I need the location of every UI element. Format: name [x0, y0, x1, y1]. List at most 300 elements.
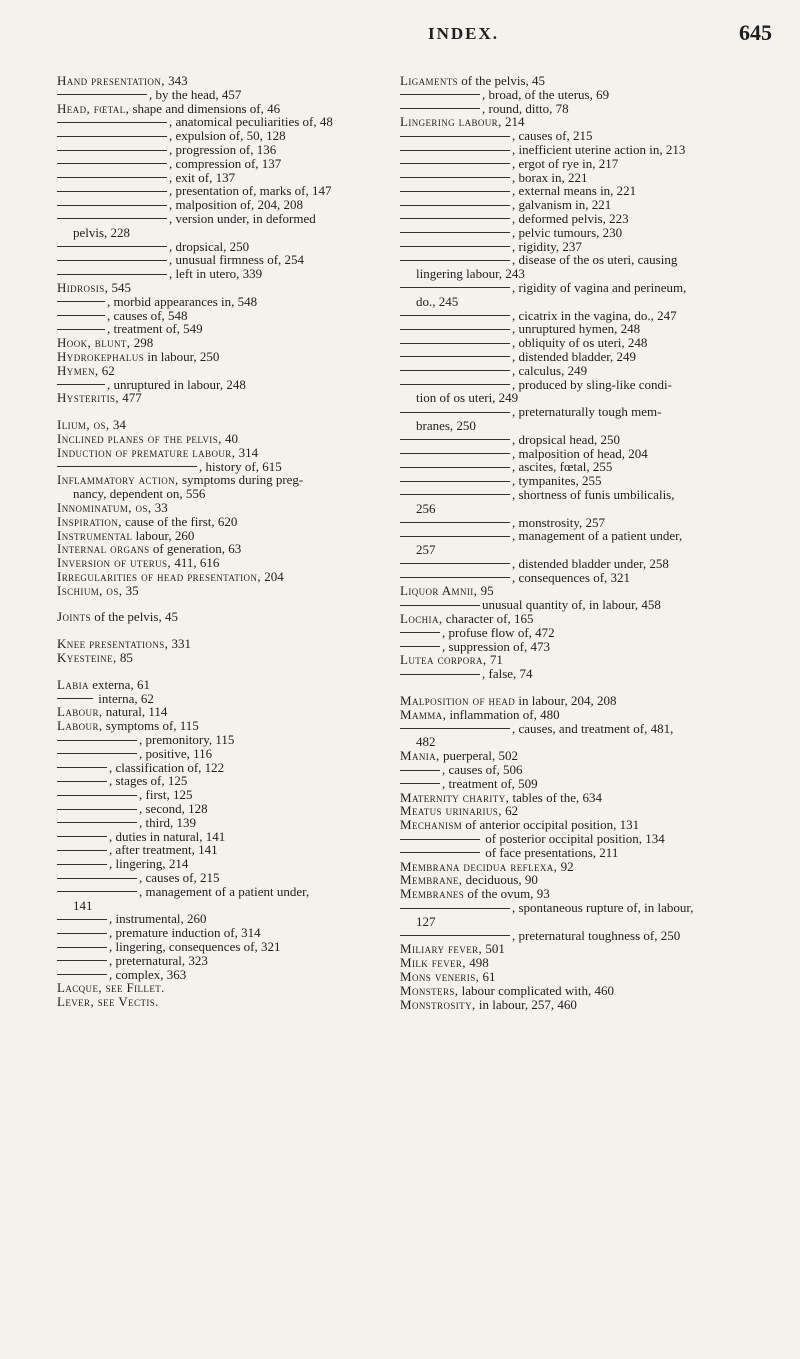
index-heading: Inflammatory action, — [57, 472, 179, 488]
index-subentry — [400, 433, 780, 447]
ditto-rule — [57, 191, 167, 192]
index-heading: Milk fever, — [400, 955, 466, 971]
index-text: , obliquity of os uteri, 248 — [512, 335, 648, 351]
index-subentry — [57, 843, 387, 857]
index-entry-continuation — [400, 502, 780, 516]
index-subentry — [57, 733, 387, 747]
index-heading: Knee presentations, — [57, 636, 169, 652]
index-text: , causes of, 215 — [139, 870, 220, 886]
index-subentry — [57, 692, 387, 706]
index-subentry — [57, 954, 387, 968]
index-text: pelvis, 228 — [73, 224, 131, 240]
index-subentry — [400, 129, 780, 143]
index-subentry — [400, 516, 780, 530]
index-entry — [57, 281, 387, 295]
index-heading: Lochia, — [400, 611, 443, 627]
index-subentry — [400, 571, 780, 585]
ditto-rule — [400, 935, 510, 936]
index-subentry — [400, 171, 780, 185]
index-entry — [57, 364, 387, 378]
index-heading: Mania, — [400, 748, 440, 764]
index-subentry — [400, 763, 780, 777]
ditto-rule — [400, 646, 440, 647]
ditto-rule — [57, 698, 93, 699]
ditto-rule — [57, 177, 167, 178]
ditto-rule — [400, 150, 510, 151]
index-text: , distended bladder under, 258 — [512, 555, 669, 571]
index-subentry — [400, 102, 780, 116]
index-heading: Inspiration, — [57, 513, 122, 529]
index-text: , progression of, 136 — [169, 141, 277, 157]
index-text: , consequences of, 321 — [512, 569, 631, 585]
index-text: 214 — [501, 114, 525, 130]
index-heading: Hidrosis, — [57, 279, 109, 295]
index-entry-continuation — [57, 899, 387, 913]
index-subentry — [400, 488, 780, 502]
ditto-rule — [57, 795, 137, 796]
ditto-rule — [400, 852, 480, 853]
ditto-rule — [57, 836, 107, 837]
ditto-rule — [400, 563, 510, 564]
index-text: tion of os uteri, 249 — [416, 390, 519, 406]
ditto-rule — [400, 522, 510, 523]
index-subentry — [57, 774, 387, 788]
index-text: , causes of, 548 — [107, 307, 188, 323]
index-subentry — [57, 88, 387, 102]
ditto-rule — [400, 453, 510, 454]
index-text: puerperal, 502 — [439, 748, 519, 764]
index-subentry — [400, 322, 780, 336]
index-subentry — [400, 722, 780, 736]
index-column-right — [400, 74, 780, 1011]
index-text: 127 — [416, 913, 436, 929]
index-entry — [57, 637, 387, 651]
ditto-rule — [57, 947, 107, 948]
index-entry-continuation — [400, 915, 780, 929]
ditto-rule — [400, 205, 510, 206]
index-text: do., 245 — [416, 293, 459, 309]
ditto-rule — [57, 850, 107, 851]
ditto-rule — [400, 260, 510, 261]
index-text: branes, 250 — [416, 417, 476, 433]
index-subentry — [400, 253, 780, 267]
ditto-rule — [400, 356, 510, 357]
index-subentry — [57, 857, 387, 871]
index-text: , management of a patient under, — [512, 528, 683, 544]
index-subentry — [400, 447, 780, 461]
index-heading: Hook, blunt, — [57, 335, 131, 351]
ditto-rule — [57, 864, 107, 865]
index-heading: Joints — [57, 609, 91, 625]
ditto-rule — [400, 467, 510, 468]
index-subentry — [57, 378, 387, 392]
index-heading: Internal organs — [57, 541, 150, 557]
index-heading: Head, fœtal, — [57, 100, 130, 116]
index-text: inflammation of, 480 — [446, 706, 560, 722]
ditto-rule — [400, 177, 510, 178]
index-text: , duties in natural, 141 — [109, 828, 226, 844]
index-text: , after treatment, 141 — [109, 842, 218, 858]
ditto-rule — [57, 740, 137, 741]
index-subentry — [57, 460, 387, 474]
index-subentry — [400, 626, 780, 640]
ditto-rule — [57, 260, 167, 261]
index-text: , distended bladder, 249 — [512, 348, 637, 364]
index-text: 314 — [235, 444, 259, 460]
index-entry — [57, 995, 387, 1009]
ditto-rule — [400, 439, 510, 440]
index-entry — [57, 584, 387, 598]
index-subentry — [400, 336, 780, 350]
index-entry — [57, 515, 387, 529]
index-heading: Inclined planes of the pelvis, — [57, 430, 222, 446]
index-text: 482 — [416, 734, 436, 750]
index-entry — [57, 350, 387, 364]
index-entry — [57, 981, 387, 995]
index-entry-continuation — [400, 419, 780, 433]
index-text: , disease of the os uteri, causing — [512, 252, 678, 268]
index-subentry — [57, 267, 387, 281]
page-header — [0, 20, 800, 50]
index-subentry — [400, 350, 780, 364]
index-text: labour complicated with, 460 — [458, 982, 615, 998]
ditto-rule — [400, 191, 510, 192]
index-heading: Ischium, os, — [57, 582, 123, 598]
ditto-rule — [400, 494, 510, 495]
index-text: 33 — [151, 499, 168, 515]
index-text: , causes of, 506 — [442, 762, 523, 778]
index-text: , unusual firmness of, 254 — [169, 252, 305, 268]
index-subentry — [57, 129, 387, 143]
index-entry-continuation — [400, 295, 780, 309]
index-text: 498 — [465, 955, 489, 971]
ditto-rule — [57, 315, 105, 316]
index-entry-continuation — [400, 735, 780, 749]
index-heading: Ilium, os, — [57, 417, 110, 433]
ditto-rule — [400, 577, 510, 578]
index-text: of the pelvis, 45 — [90, 609, 178, 625]
index-subentry — [400, 88, 780, 102]
ditto-rule — [400, 343, 510, 344]
index-subentry — [400, 557, 780, 571]
index-text: of the pelvis, 45 — [458, 73, 546, 88]
index-text: , exit of, 137 — [169, 169, 236, 185]
index-text: see Vectis. — [94, 994, 159, 1010]
index-subentry — [400, 929, 780, 943]
index-heading: Mons veneris, — [400, 969, 480, 984]
index-text: 40 — [221, 430, 239, 446]
index-heading: Hymen, — [57, 362, 99, 378]
index-text: 71 — [486, 652, 503, 668]
index-text: , treatment of, 509 — [442, 775, 538, 791]
ditto-rule — [57, 122, 167, 123]
index-entry — [400, 612, 780, 626]
ditto-rule — [57, 974, 107, 975]
index-text: deciduous, 90 — [462, 872, 538, 888]
index-text: , lingering, consequences of, 321 — [109, 939, 281, 955]
index-text: , pelvic tumours, 230 — [512, 224, 623, 240]
index-entry — [57, 446, 387, 460]
index-text: in labour, 257, 460 — [475, 996, 577, 1012]
index-text: , compression of, 137 — [169, 155, 282, 171]
index-subentry — [400, 212, 780, 226]
index-text: 411, 616 — [171, 555, 220, 571]
index-heading: Labour, — [57, 704, 103, 720]
index-heading: Membrane, — [400, 872, 463, 888]
index-text: , deformed pelvis, 223 — [512, 210, 629, 226]
index-heading: Mechanism — [400, 817, 463, 833]
index-text: unusual quantity of, in labour, 458 — [482, 597, 661, 613]
index-heading: Induction of premature labour, — [57, 444, 236, 460]
ditto-rule — [57, 274, 167, 275]
index-heading: Hysteritis, — [57, 390, 120, 406]
index-subentry — [400, 198, 780, 212]
index-entry — [57, 556, 387, 570]
index-text: , treatment of, 549 — [107, 321, 203, 337]
index-text: , spontaneous rupture of, in labour, — [512, 900, 694, 916]
index-text: , expulsion of, 50, 128 — [169, 128, 286, 144]
ditto-rule — [400, 384, 510, 385]
ditto-rule — [57, 94, 147, 95]
index-subentry — [57, 115, 387, 129]
index-text: , left in utero, 339 — [169, 266, 263, 282]
index-text: , unruptured hymen, 248 — [512, 321, 641, 337]
index-text: , by the head, 457 — [149, 86, 242, 102]
index-entry — [57, 418, 387, 432]
index-subentry — [57, 157, 387, 171]
index-text: nancy, dependent on, 556 — [73, 486, 206, 502]
index-text: interna, 62 — [95, 690, 154, 706]
index-text: 204 — [261, 568, 284, 584]
ditto-rule — [57, 205, 167, 206]
index-heading: Ligaments — [400, 73, 459, 88]
index-text: symptoms of, 115 — [102, 718, 199, 734]
index-subentry — [57, 788, 387, 802]
index-subentry — [57, 212, 387, 226]
index-entry — [400, 749, 780, 763]
index-subentry — [400, 777, 780, 791]
index-subentry — [400, 846, 780, 860]
index-text: , first, 125 — [139, 787, 193, 803]
index-text: 331 — [168, 636, 192, 652]
ditto-rule — [57, 329, 105, 330]
index-text: labour, 260 — [132, 527, 195, 543]
index-subentry — [57, 802, 387, 816]
index-text: , produced by sling-like condi- — [512, 376, 672, 392]
index-text: , dropsical head, 250 — [512, 431, 620, 447]
index-text: , causes, and treatment of, 481, — [512, 720, 674, 736]
ditto-rule — [400, 674, 480, 675]
index-entry — [400, 818, 780, 832]
index-subentry — [400, 667, 780, 681]
index-text: , presentation of, marks of, 147 — [169, 183, 332, 199]
index-text: , dropsical, 250 — [169, 238, 250, 254]
ditto-rule — [400, 839, 480, 840]
index-text: , broad, of the uterus, 69 — [482, 86, 610, 102]
ditto-rule — [57, 466, 197, 467]
index-text: , management of a patient under, — [139, 883, 310, 899]
index-text: , instrumental, 260 — [109, 911, 207, 927]
ditto-rule — [57, 136, 167, 137]
index-text: 141 — [73, 897, 93, 913]
index-subentry — [57, 240, 387, 254]
index-text: lingering labour, 243 — [416, 266, 525, 282]
index-subentry — [400, 598, 780, 612]
index-subentry — [400, 460, 780, 474]
index-entry — [400, 887, 780, 901]
index-heading: Innominatum, os, — [57, 499, 152, 515]
ditto-rule — [57, 246, 167, 247]
index-heading: Instrumental — [57, 527, 133, 543]
index-subentry — [400, 378, 780, 392]
index-text: in labour, 204, 208 — [515, 693, 617, 709]
index-entry — [400, 970, 780, 984]
index-text: , preternaturally tough mem- — [512, 404, 662, 420]
index-entry — [57, 102, 387, 116]
ditto-rule — [57, 822, 137, 823]
index-subentry — [400, 240, 780, 254]
ditto-rule — [400, 108, 480, 109]
index-text: , preternatural toughness of, 250 — [512, 927, 681, 943]
index-subentry — [57, 295, 387, 309]
index-subentry — [57, 912, 387, 926]
index-entry-continuation — [400, 267, 780, 281]
index-subentry — [57, 143, 387, 157]
index-entry-continuation — [57, 487, 387, 501]
ditto-rule — [57, 301, 105, 302]
index-text: , preternatural, 323 — [109, 952, 208, 968]
index-subentry — [400, 281, 780, 295]
index-entry — [57, 391, 387, 405]
index-text: of the ovum, 93 — [464, 886, 550, 902]
index-text: 343 — [164, 73, 188, 88]
index-heading: Monstrosity, — [400, 996, 476, 1012]
index-text: shape and dimensions of, 46 — [129, 100, 281, 116]
index-text: 85 — [116, 650, 133, 666]
index-entry — [400, 694, 780, 708]
index-heading: Irregularities of head presentation, — [57, 568, 262, 584]
index-text: 35 — [122, 582, 139, 598]
index-subentry — [57, 171, 387, 185]
index-column-left — [57, 74, 387, 1009]
index-subentry — [400, 143, 780, 157]
index-entry — [400, 653, 780, 667]
ditto-rule — [400, 783, 440, 784]
index-subentry — [400, 832, 780, 846]
index-text: , suppression of, 473 — [442, 638, 550, 654]
index-heading: Malposition of head — [400, 693, 516, 709]
index-text: , monstrosity, 257 — [512, 514, 606, 530]
index-text: 61 — [479, 969, 496, 984]
index-entry — [57, 610, 387, 624]
index-subentry — [57, 940, 387, 954]
index-subentry — [400, 309, 780, 323]
index-text: 62 — [501, 803, 519, 819]
index-entry — [400, 74, 780, 88]
index-entry — [400, 804, 780, 818]
index-text: , borax in, 221 — [512, 169, 588, 185]
page-title: INDEX. — [428, 24, 500, 43]
index-text: of anterior occipital position, 131 — [462, 817, 640, 833]
index-text: , version under, in deformed — [169, 210, 316, 226]
index-text: 92 — [557, 858, 574, 874]
index-text: symptoms during preg- — [178, 472, 304, 488]
index-text: , rigidity, 237 — [512, 238, 582, 254]
index-entry — [400, 708, 780, 722]
index-heading: Maternity charity, — [400, 789, 510, 805]
ditto-rule — [400, 94, 480, 95]
index-text: , ergot of rye in, 217 — [512, 155, 619, 171]
ditto-rule — [400, 136, 510, 137]
index-entry — [400, 942, 780, 956]
ditto-rule — [400, 232, 510, 233]
index-subentry — [57, 322, 387, 336]
index-text: see Fillet. — [102, 980, 165, 996]
index-text: , second, 128 — [139, 801, 208, 817]
page-number: 645 — [739, 20, 772, 45]
index-text: in labour, 250 — [144, 348, 220, 364]
index-entry — [57, 651, 387, 665]
index-subentry — [57, 926, 387, 940]
index-subentry — [57, 198, 387, 212]
index-subentry — [57, 253, 387, 267]
index-text: , inefficient uterine action in, 213 — [512, 141, 686, 157]
index-subentry — [400, 405, 780, 419]
index-entry — [400, 873, 780, 887]
ditto-rule — [400, 218, 510, 219]
index-subentry — [57, 816, 387, 830]
index-entry — [57, 432, 387, 446]
index-text: 34 — [109, 417, 126, 433]
index-text: , galvanism in, 221 — [512, 197, 612, 213]
index-subentry — [57, 184, 387, 198]
ditto-rule — [400, 329, 510, 330]
index-text: , unruptured in labour, 248 — [107, 376, 246, 392]
index-heading: Labour, — [57, 718, 103, 734]
index-text: 257 — [416, 542, 436, 558]
index-heading: Mamma, — [400, 706, 447, 722]
index-text: character of, 165 — [442, 611, 534, 627]
index-entry — [57, 501, 387, 515]
index-entry — [57, 678, 387, 692]
index-heading: Liquor Amnii, — [400, 583, 478, 599]
index-entry — [57, 705, 387, 719]
ditto-rule — [400, 163, 510, 164]
index-text: 298 — [130, 335, 154, 351]
index-entry — [57, 542, 387, 556]
index-text: , morbid appearances in, 548 — [107, 293, 258, 309]
ditto-rule — [57, 933, 107, 934]
index-entry — [57, 719, 387, 733]
ditto-rule — [400, 412, 510, 413]
index-text: , malposition of, 204, 208 — [169, 197, 303, 213]
ditto-rule — [57, 163, 167, 164]
ditto-rule — [57, 150, 167, 151]
index-subentry — [57, 761, 387, 775]
ditto-rule — [400, 287, 510, 288]
index-subentry — [57, 871, 387, 885]
ditto-rule — [400, 605, 480, 606]
index-text: , rigidity of vagina and perineum, — [512, 279, 687, 295]
ditto-rule — [57, 891, 137, 892]
index-text: , ascites, fœtal, 255 — [512, 459, 613, 475]
ditto-rule — [400, 632, 440, 633]
index-entry — [400, 584, 780, 598]
index-text: , cicatrix in the vagina, do., 247 — [512, 307, 677, 323]
index-text: externa, 61 — [88, 676, 150, 692]
index-subentry — [400, 529, 780, 543]
ditto-rule — [57, 809, 137, 810]
